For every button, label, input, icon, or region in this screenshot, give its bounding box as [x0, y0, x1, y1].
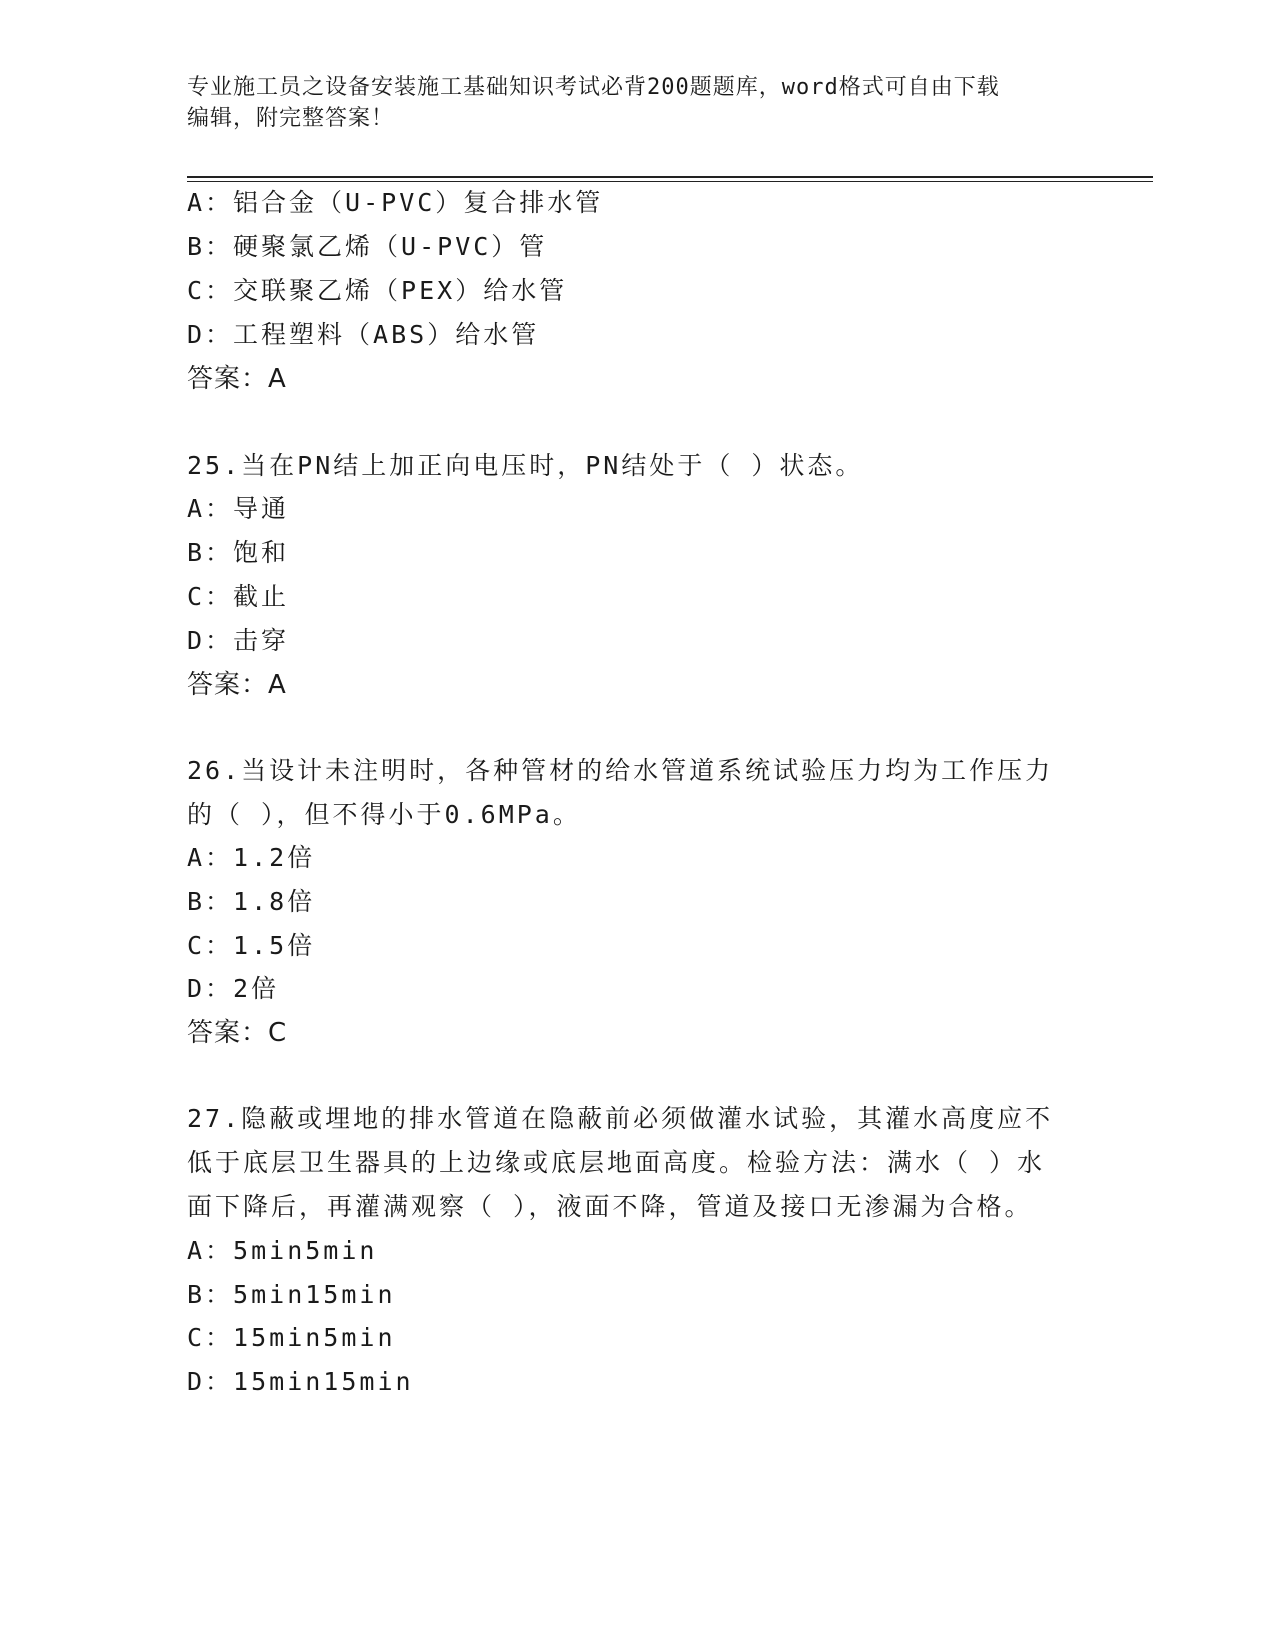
q26-stem-line-1: 26.当设计未注明时，各种管材的给水管道系统试验压力均为工作压力 — [187, 756, 1054, 785]
q25-option-b: B：饱和 — [187, 538, 290, 567]
q26-option-a: A：1.2倍 — [187, 843, 316, 872]
header-divider-thin — [187, 181, 1153, 182]
q26-option-b: B：1.8倍 — [187, 887, 316, 916]
q26-option-d: D：2倍 — [187, 974, 280, 1003]
q27-option-b: B：5min15min — [187, 1280, 396, 1309]
q27-stem-line-2: 低于底层卫生器具的上边缘或底层地面高度。检验方法：满水（ ）水 — [187, 1148, 1046, 1177]
header-divider-thick — [187, 176, 1153, 178]
q24-option-b: B：硬聚氯乙烯（U-PVC）管 — [187, 232, 548, 261]
q24-option-d: D：工程塑料（ABS）给水管 — [187, 320, 540, 349]
q25-answer: 答案：A — [187, 670, 287, 700]
q27-stem-line-1: 27.隐蔽或埋地的排水管道在隐蔽前必须做灌水试验，其灌水高度应不 — [187, 1104, 1054, 1133]
q24-answer: 答案：A — [187, 364, 287, 394]
q25-option-c: C：截止 — [187, 582, 290, 611]
q27-option-c: C：15min5min — [187, 1323, 396, 1352]
q26-stem-line-2: 的（ ），但不得小于0.6MPa。 — [187, 800, 581, 829]
q27-option-a: A：5min5min — [187, 1236, 378, 1265]
document-header — [187, 72, 1087, 134]
q26-option-c: C：1.5倍 — [187, 931, 316, 960]
q25-option-a: A：导通 — [187, 494, 290, 523]
q25-stem: 25.当在PN结上加正向电压时，PN结处于（ ）状态。 — [187, 451, 864, 480]
q24-option-c: C：交联聚乙烯（PEX）给水管 — [187, 276, 568, 305]
header-line-2: 编辑，附完整答案！ — [187, 106, 395, 131]
header-line-1: 专业施工员之设备安装施工基础知识考试必背200题题库，word格式可自由下载 — [187, 75, 1000, 100]
q27-option-d: D：15min15min — [187, 1367, 414, 1396]
q24-option-a: A：铝合金（U-PVC）复合排水管 — [187, 188, 604, 217]
q27-stem-line-3: 面下降后，再灌满观察（ ），液面不降，管道及接口无渗漏为合格。 — [187, 1192, 1033, 1221]
q26-answer: 答案：C — [187, 1018, 288, 1048]
q25-option-d: D：击穿 — [187, 626, 290, 655]
